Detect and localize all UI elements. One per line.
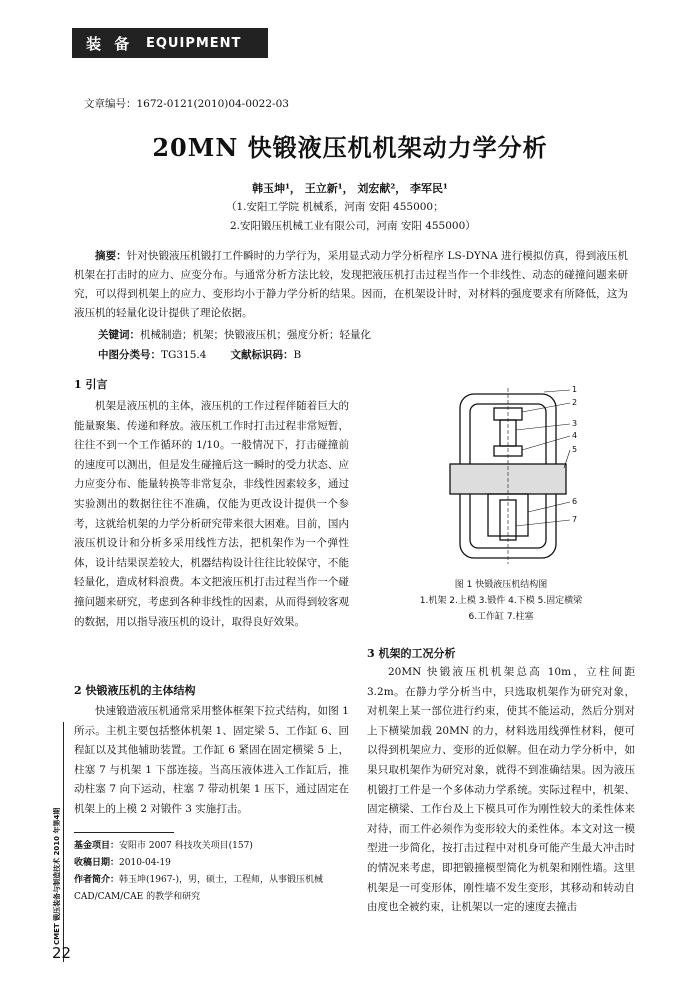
section-2-heading: 2 快锻液压机的主体结构 xyxy=(74,684,196,697)
journal-sidebar xyxy=(51,722,65,952)
page-title: 20MN 快锻液压机机架动力学分析 xyxy=(152,133,548,162)
footnote-text: 安阳市 2007 科技攻关项目(157) xyxy=(119,841,253,851)
abstract-label: 摘要： xyxy=(95,250,127,262)
classification xyxy=(98,347,301,362)
footnotes xyxy=(74,838,349,906)
affiliations xyxy=(226,198,476,236)
section-3-heading: 3 机架的工况分析 xyxy=(367,647,456,660)
figure-label: 1 xyxy=(572,385,578,394)
footnote-label: 作者简介： xyxy=(74,875,120,885)
footnote-received xyxy=(74,855,349,872)
journal-name: CMET 锻压装备与制造技术 2010 年第4期 xyxy=(53,807,61,945)
affiliation-1: （1.安阳工学院 机械系，河南 安阳 455000； xyxy=(226,201,444,213)
figure-label: 3 xyxy=(572,419,578,428)
page-number: 22 xyxy=(52,944,72,962)
keywords-label: 关键词： xyxy=(98,329,140,341)
doc-code-value: B xyxy=(293,349,302,361)
keywords-text: 机械制造；机架；快锻液压机；强度分析；轻量化 xyxy=(140,329,371,341)
figure-label: 4 xyxy=(572,431,578,440)
figure-legend-2: 6.工作缸 7.柱塞 xyxy=(468,612,534,622)
figure-label: 2 xyxy=(572,398,578,407)
article-number: 文章编号：1672-0121(2010)04-0022-03 xyxy=(84,98,289,110)
sidebar-line xyxy=(63,722,64,962)
section-1-heading: 1 引言 xyxy=(74,378,108,391)
keywords xyxy=(98,327,371,342)
footnote-fund xyxy=(74,838,349,855)
section-label-en: EQUIPMENT xyxy=(146,36,242,51)
footnote-author xyxy=(74,872,349,906)
footnote-text: 2010-04-19 xyxy=(119,858,171,868)
figure-legend-1: 1.机架 2.上模 3.锻件 4.下模 5.固定横梁 xyxy=(419,596,583,606)
section-3-text: 20MN 快锻液压机机架总高 10m，立柱间距 3.2m。在静力学分析当中，只选取机架作为研究对象，对机架上某一部位进行约束，使其不能运动，然后分别对上下横梁加载 20MN 的力，材料选用线弹性材料，便可以得到机架应力、变形的近似解。但在动力学分析中，如果只取机架作为研究对象，就得不到准确结果。因为液压机锻打工件是一个多体动力学系统。实际过程中，机架、固定横梁、工作台及上下模具可作为刚性较大的柔性体来对待，而工件必须作为变形较大的柔性体。本文对这一模型进一步简化，按打击过程中对机身可能产生最大冲击时的情况来考虑，即把锻撞模型简化为机架和刚性墙。这里机架是一可变形体，刚性墙不发生变形，其移动和转动自由度也全被约束，让机架以一定的速度去撞击 xyxy=(367,666,635,914)
section-banner xyxy=(72,28,268,58)
footnote-text: 韩玉坤(1967-)，男，硕士，工程师，从事锻压机械 CAD/CAM/CAE 的教学和研究 xyxy=(74,875,323,902)
abstract-text: 针对快锻液压机锻打工件瞬时的力学行为，采用显式动力学分析程序 LS-DYNA 进行模拟仿真，得到液压机机架在打击时的应力、应变分布。与通常分析方法比较，发现把液压机打击过程当作一个非线性、动态的碰撞问题来研究，可以得到机架上的应力、变形均小于静力学分析的结果。因而，在机架设计时，对材料的强度要求有所降低，这为液压机的轻量化设计提供了理论依据。 xyxy=(74,250,628,319)
footnote-rule xyxy=(74,832,174,833)
figure-label: 6 xyxy=(572,497,578,506)
authors: 韩玉坤¹， 王立新¹， 刘宏献²， 李军民¹ xyxy=(252,182,448,195)
footnote-label: 收稿日期： xyxy=(74,858,120,868)
affiliation-2: 2.安阳锻压机械工业有限公司，河南 安阳 455000） xyxy=(230,220,476,232)
doc-code-label: 文献标识码： xyxy=(230,349,294,361)
figure-caption: 图 1 快锻液压机结构图 xyxy=(454,580,548,590)
clc-value: TG315.4 xyxy=(161,349,207,361)
section-label-cn: 装 备 xyxy=(86,35,134,53)
clc-label: 中图分类号： xyxy=(98,349,161,361)
figure-caption-block xyxy=(368,577,634,625)
figure-label: 7 xyxy=(572,515,578,524)
footnote-label: 基金项目： xyxy=(74,841,120,851)
abstract xyxy=(74,247,628,323)
section-2-text: 快速锻造液压机通常采用整体框架下拉式结构，如图 1 所示。主机主要包括整体机架 1、固定梁 5、工作缸 6、回程缸以及其他辅助装置。工作缸 6 紧固在固定横梁 5 上，柱塞 7 与机架 1 下部连接。当高压液体进入工作缸后，推动柱塞 7 向下运动，柱塞 7 带动机架 1 压下，通过固定在机架上的上模 2 对锻件 3 实施打击。 xyxy=(74,705,349,815)
figure-label: 5 xyxy=(572,445,578,454)
press-structure-figure xyxy=(446,384,588,570)
section-1-text: 机架是液压机的主体，液压机的工作过程伴随着巨大的能量聚集、传递和释放。液压机工作时打击过程非常短暂，往往不到一个工作循环的 1/10。一般情况下，打击碰撞前的速度可以测出，但是发生碰撞后这一瞬时的受力状态、应力应变分布、能量转换等非常复杂，非线性因素较多，通过实验测出的数据往往不准确，仅能为更改设计提供一个参考，这就给机架的力学分析研究带来很大困难。目前，国内液压机设计和分析多采用线性方法，把机架作为一个弹性体，设计结果误差较大，机器结构设计往往比较保守，不能轻量化，造成材料浪费。本文把液压机打击过程当作一个碰撞问题来研究，考虑到各种非线性的因素，从而得到较客观的数据，用以指导液压机的设计，取得良好效果。 xyxy=(74,400,349,628)
